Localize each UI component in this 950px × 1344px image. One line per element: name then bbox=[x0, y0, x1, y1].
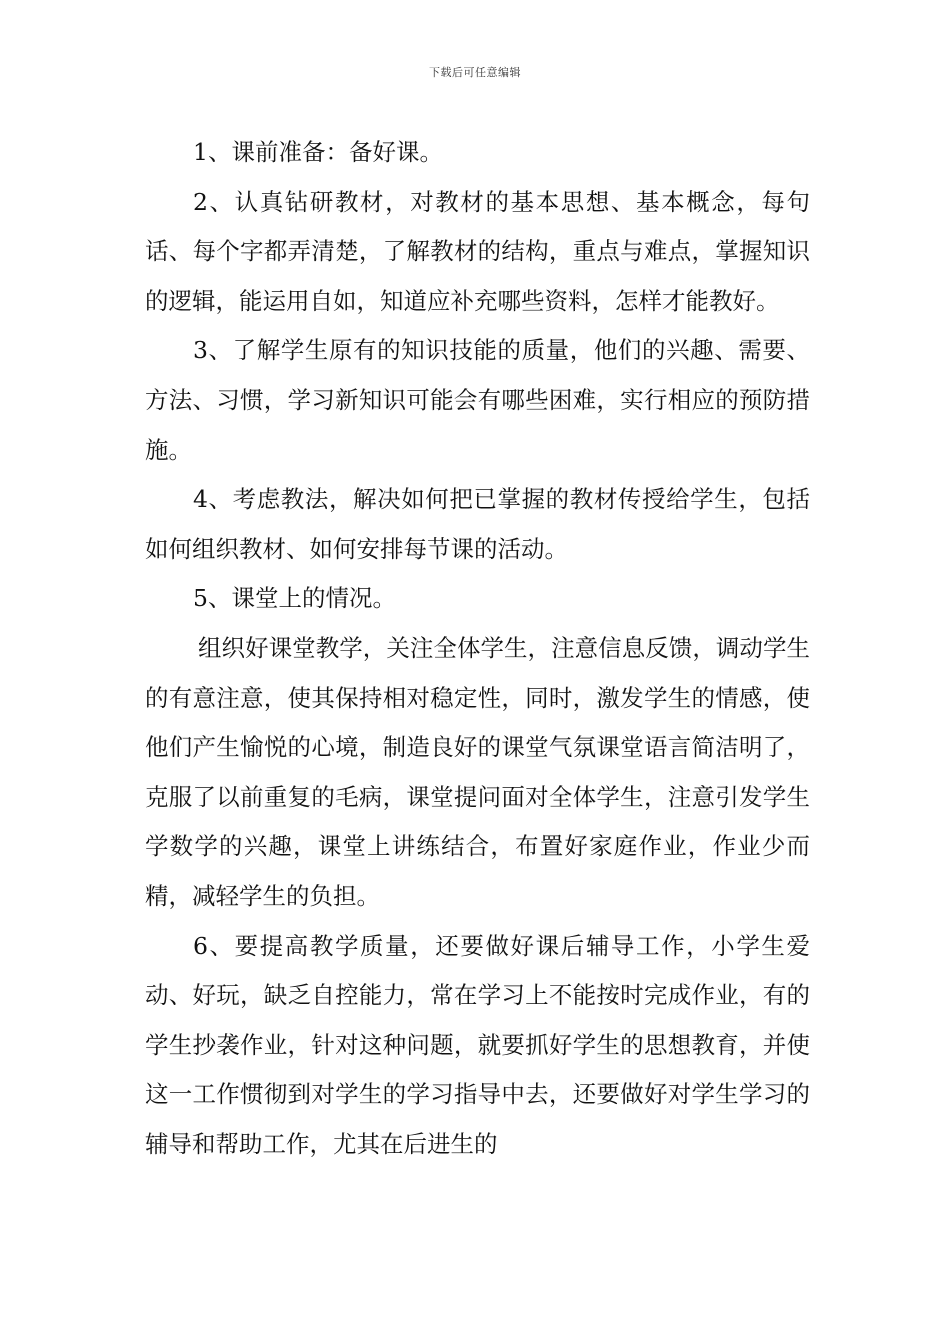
paragraph-3: 3、了解学生原有的知识技能的质量，他们的兴趣、需要、方法、习惯，学习新知识可能会有哪些困难，实行相应的预防措施。 bbox=[145, 336, 810, 464]
paragraph-1: 1、课前准备：备好课。 bbox=[193, 138, 443, 166]
document-body bbox=[145, 128, 810, 1169]
paragraph-2: 2、认真钻研教材，对教材的基本思想、基本概念，每句话、每个字都弄清楚，了解教材的结构，重点与难点，掌握知识的逻辑，能运用自如，知道应补充哪些资料，怎样才能教好。 bbox=[145, 187, 810, 315]
paragraph-5: 5、课堂上的情况。 bbox=[193, 584, 396, 613]
paragraph-6: 组织好课堂教学，关注全体学生，注意信息反馈，调动学生的有意注意，使其保持相对稳定性，同时，激发学生的情感，使他们产生愉悦的心境，制造良好的课堂气氛课堂语言简洁明了，克服了以前重复的毛病，课堂提问面对全体学生，注意引发学生学数学的兴趣，课堂上讲练结合，布置好家庭作业，作业少而精，减轻学生的负担。 bbox=[145, 633, 810, 910]
paragraph-4: 4、考虑教法，解决如何把已掌握的教材传授给学生，包括如何组织教材、如何安排每节课的活动。 bbox=[145, 485, 810, 563]
paragraph-7: 6、要提高教学质量，还要做好课后辅导工作，小学生爱动、好玩，缺乏自控能力，常在学习上不能按时完成作业，有的学生抄袭作业，针对这种问题，就要抓好学生的思想教育，并使这一工作惯彻到对学生的学习指导中去，还要做好对学生学习的辅导和帮助工作，尤其在后进生的 bbox=[145, 931, 810, 1158]
page-header: 下载后可任意编辑 bbox=[429, 66, 521, 79]
